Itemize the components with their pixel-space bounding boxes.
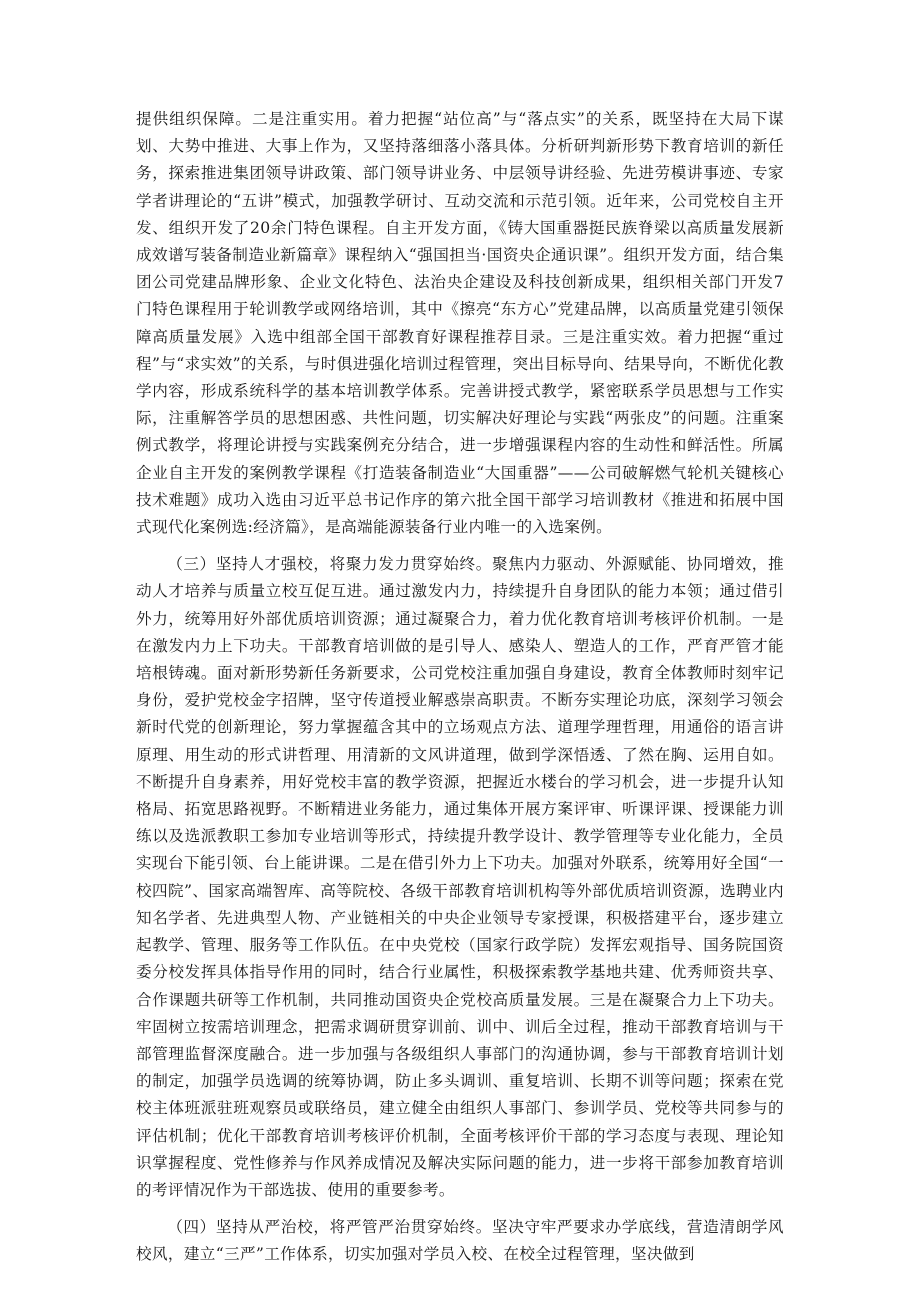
paragraph-section-three: （三）坚持人才强校，将聚力发力贯穿始终。聚焦内力驱动、外源赋能、协同增效，推动人才培养与质量立校互促互进。通过激发内力，持续提升自身团队的能力本领；通过借引外力，统筹用好外部优质培训资源；通过凝聚合力，着力优化教育培训考核评价机制。一是在激发内力上下功夫。干部教育培训做的是引导人、感染人、塑造人的工作，严育严管才能培根铸魂。面对新形势新任务新要求，公司党校注重加强自身建设，教育全体教师时刻牢记身份，爱护党校金字招牌，坚守传道授业解惑崇高职责。不断夯实理论功底，深刻学习领会新时代党的创新理论，努力掌握蕴含其中的立场观点方法、道理学理哲理，用通俗的语言讲原理、用生动的形式讲哲理、用清新的文风讲道理，做到学深悟透、了然在胸、运用自如。不断提升自身素养，用好党校丰富的教学资源，把握近水楼台的学习机会，进一步提升认知格局、拓宽思路视野。不断精进业务能力，通过集体开展方案评审、听课评课、授课能力训练以及选派教职工参加专业培训等形式，持续提升教学设计、教学管理等专业化能力，全员实现台下能引领、台上能讲课。二是在借引外力上下功夫。加强对外联系，统筹用好全国“一校四院”、国家高端智库、高等院校、各级干部教育培训机构等外部优质培训资源，选聘业内知名学者、先进典型人物、产业链相关的中央企业领导专家授课，积极搭建平台，逐步建立起教学、管理、服务等工作队伍。在中央党校（国家行政学院）发挥宏观指导、国务院国资委分校发挥具体指导作用的同时，结合行业属性，积极探索教学基地共建、优秀师资共享、合作课题共研等工作机制，共同推动国资央企党校高质量发展。三是在凝聚合力上下功夫。牢固树立按需培训理念，把需求调研贯穿训前、训中、训后全过程，推动干部教育培训与干部管理监督深度融合。进一步加强与各级组织人事部门的沟通协调，参与干部教育培训计划的制定，加强学员选调的统筹协调，防止多头调训、重复培训、长期不训等问题；探索在党校主体班派驻班观察员或联络员，建立健全由组织人事部门、参训学员、党校等共同参与的评估机制；优化干部教育培训考核评价机制，全面考核评价干部的学习态度与表现、理论知识掌握程度、党性修养与作风养成情况及解决实际问题的能力，进一步将干部参加教育培训的考评情况作为干部选拔、使用的重要参考。 bbox=[136, 555, 784, 1199]
paragraph-section-four: （四）坚持从严治校，将严管严治贯穿始终。坚决守牢严要求办学底线，营造清朗学风校风，建立“三严”工作体系，切实加强对学员入校、在校全过程管理，坚决做到 bbox=[136, 1218, 784, 1264]
paragraph-continuation: 提供组织保障。二是注重实用。着力把握“站位高”与“落点实”的关系，既坚持在大局下谋划、大势中推进、大事上作为，又坚持落细落小落具体。分析研判新形势下教育培训的新任务，探索推进集团领导讲政策、部门领导讲业务、中层领导讲经验、先进劳模讲事迹、专家学者讲理论的“五讲”模式，加强教学研讨、互动交流和示范引领。近年来，公司党校自主开发、组织开发了20余门特色课程。自主开发方面，《铸大国重器挺民族脊梁以高质量发展新成效谱写装备制造业新篇章》课程纳入“强国担当·国资央企通识课”。组织开发方面，结合集团公司党建品牌形象、企业文化特色、法治央企建设及科技创新成果，组织相关部门开发7门特色课程用于轮训教学或网络培训，其中《擦亮“东方心”党建品牌，以高质量党建引领保障高质量发展》入选中组部全国干部教育好课程推荐目录。三是注重实效。着力把握“重过程”与“求实效”的关系，与时俱进强化培训过程管理，突出目标导向、结果导向，不断优化教学内容，形成系统科学的基本培训教学体系。完善讲授式教学，紧密联系学员思想与工作实际，注重解答学员的思想困惑、共性问题，切实解决好理论与实践“两张皮”的问题。注重案例式教学，将理论讲授与实践案例充分结合，进一步增强课程内容的生动性和鲜活性。所属企业自主开发的案例教学课程《打造装备制造业“大国重器”——公司破解燃气轮机关键核心技术难题》成功入选由习近平总书记作序的第六批全国干部学习培训教材《推进和拓展中国式现代化案例选:经济篇》，是高端能源装备行业内唯一的入选案例。 bbox=[136, 110, 784, 537]
